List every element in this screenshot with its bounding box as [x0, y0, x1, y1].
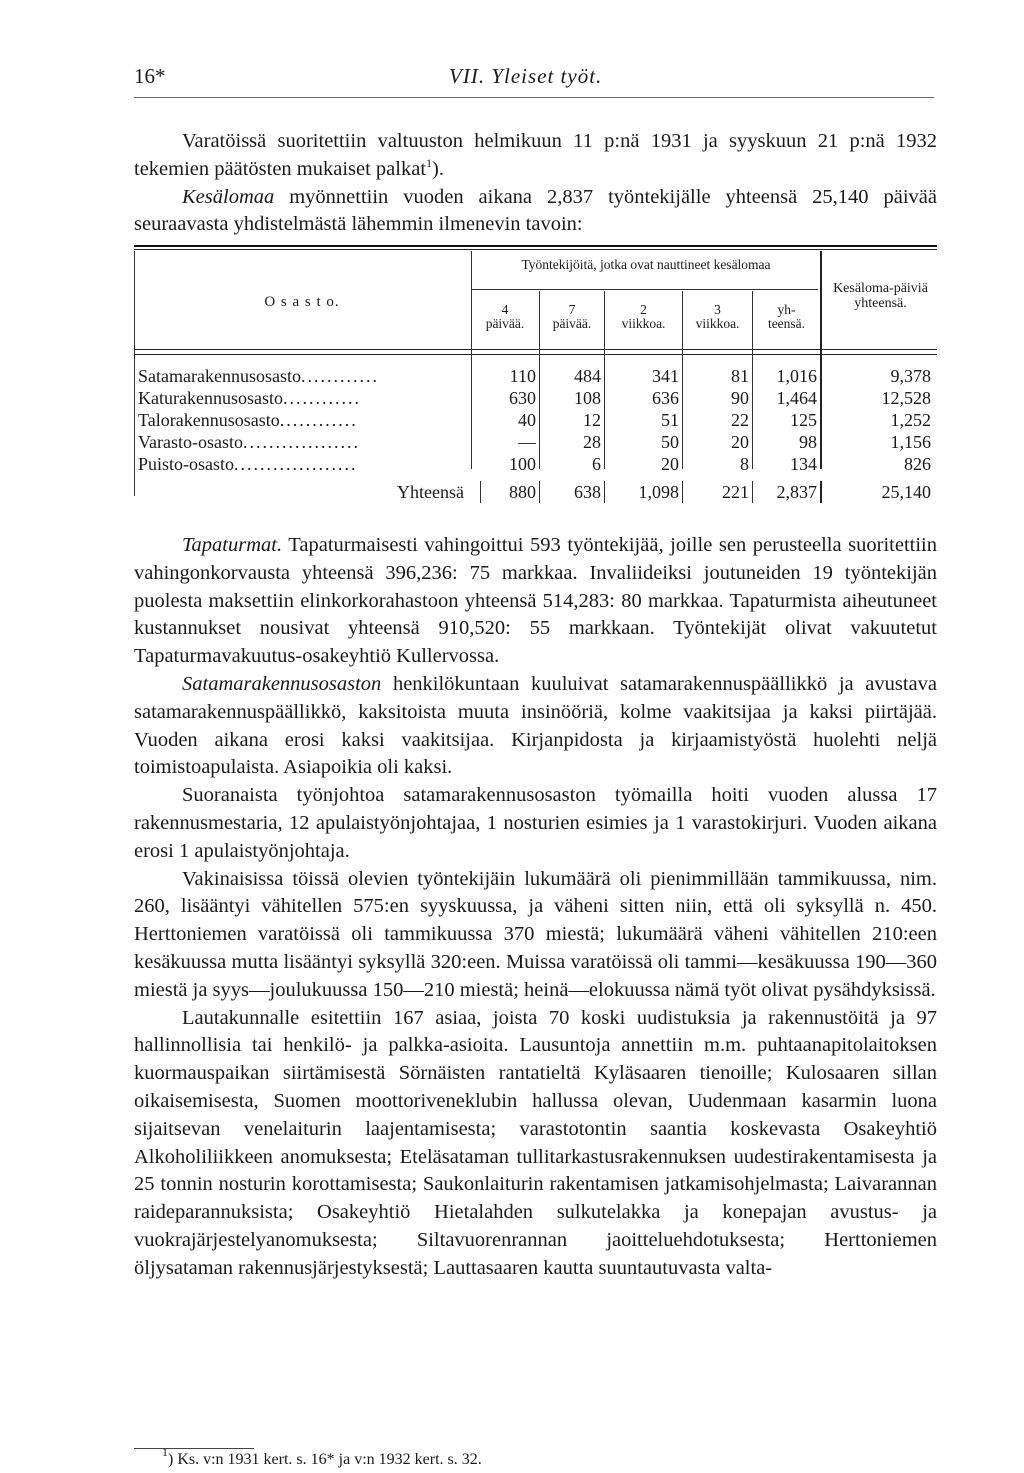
page-number: 16* [134, 64, 166, 88]
table-cell: 6 [592, 454, 601, 474]
table-cell: 110 [509, 366, 536, 386]
table-top-rule [134, 245, 937, 247]
table-cell: 98 [799, 432, 817, 452]
accidents-lead: Tapaturmat. [182, 534, 283, 556]
total-separator [539, 481, 540, 503]
total-separator [682, 481, 683, 503]
col-header: yh- teensä. [767, 302, 806, 331]
paragraph-supervision: Suoranaista työnjohtoa satamarakennusosaston työmailla hoiti vuoden alussa 17 rakennusmestaria, 12 apulaistyönjohtajaa, 1 nosturien esimies ja 1 varastokirjuri. Vuoden aikana erosi 1 apulaistyönjohtaja. [134, 784, 937, 862]
table-cell: 12 [583, 410, 601, 430]
table-cell: 108 [574, 388, 601, 408]
table-cell: 81 [731, 366, 749, 386]
paragraph-wages [134, 128, 937, 184]
paragraph-staff [134, 671, 937, 782]
col-header-osasto: O s a s t o. [264, 294, 340, 310]
table-cell: 826 [904, 454, 931, 474]
total-separator [604, 481, 605, 503]
paragraph-accidents [134, 532, 937, 671]
table-cell: 484 [574, 366, 601, 386]
table-cell: 636 [652, 388, 679, 408]
total-cell: 221 [722, 482, 749, 502]
footnote [162, 1445, 482, 1469]
table-cell: 100 [509, 454, 536, 474]
table-header-rule-2 [134, 354, 937, 355]
total-separator [752, 481, 753, 503]
total-label: Yhteensä [397, 482, 464, 502]
total-separator [480, 481, 481, 503]
row-label: Talorakennusosasto............ [138, 410, 358, 430]
footnote-ref: 1 [426, 155, 433, 170]
table-cell: 9,378 [890, 366, 931, 386]
table-cell: 12,528 [881, 388, 931, 408]
row-label: Satamarakennusosasto............ [138, 366, 379, 386]
col-header: 7 päivää. [552, 302, 592, 331]
table-cell: 1,464 [776, 388, 817, 408]
table-cell: 28 [583, 432, 601, 452]
staff-lead: Satamarakennusosaston [182, 672, 382, 695]
table-cell: 134 [790, 454, 817, 474]
table-cell: 1,016 [776, 366, 817, 386]
table-cell: 51 [661, 410, 679, 430]
total-cell: 638 [574, 482, 601, 502]
body-text [134, 532, 937, 1283]
paragraph-vacation-text: myönnettiin vuoden aikana 2,837 työntekijälle yhteensä 25,140 päivää seuraavasta yhdistelmästä lähemmin ilmenevin tavoin: [134, 185, 937, 236]
table-cell: 1,156 [890, 432, 931, 452]
running-title: VII. Yleiset työt. [449, 64, 603, 88]
table-cell: 125 [790, 410, 817, 430]
row-label: Katurakennusosasto............ [138, 388, 361, 408]
table-cell: 22 [731, 410, 749, 430]
paragraph-wages-end: ). [432, 157, 444, 180]
vacation-table [134, 245, 937, 507]
total-cell: 880 [509, 482, 536, 502]
paragraph-vacation [134, 184, 937, 240]
footnote-mark: 1 [162, 1445, 168, 1459]
table-top-rule-2 [134, 249, 937, 250]
total-cell: 25,140 [881, 482, 931, 502]
paragraph-wages-text: Varatöissä suoritettiin valtuuston helmikuun 11 p:nä 1931 ja syyskuun 21 p:nä 1932 tekemien päätösten mukaiset palkat [134, 130, 937, 180]
row-label: Puisto-osasto................... [138, 454, 358, 474]
intro-text [134, 128, 937, 239]
col-header: 2 viikkoa. [621, 302, 666, 331]
table-cell: 1,252 [890, 410, 931, 430]
footnote-text: ) Ks. v:n 1931 kert. s. 16* ja v:n 1932 kert. s. 32. [168, 1451, 482, 1468]
table-cell: 341 [652, 366, 679, 386]
group-header-rule [472, 289, 818, 290]
table-cell: 40 [518, 410, 536, 430]
table-cell: — [518, 432, 536, 452]
vacation-lead: Kesälomaa [182, 185, 275, 208]
table-cell: 8 [740, 454, 749, 474]
total-cell: 1,098 [638, 482, 679, 502]
footnote-rule [134, 1448, 254, 1449]
table-cell: 20 [731, 432, 749, 452]
paragraph-board: Lautakunnalle esitettiin 167 asiaa, joista 70 koski uudistuksia ja rakennustöitä ja 97 hallinnollisia tai henkilö- ja palkka-asioita. Lausuntoja annettiin m.m. puhtaanapitolaitoksen kuormauspaikan siirtämisestä Sörnäisten rantatieltä Kyläsaaren tienoille; Kulosaaren sillan oikaisemisesta, Suomen moottoriveneklubin hallussa olevan, Uudenmaan kasarmin luona sijaitsevan venelaiturin laajentamisesta; varastotontin saantia koskevasta Osakeyhtiö Alkoholiliikkeen anomuksesta; Eteläsataman tullitarkastusrakennuksen uudestirakentamisesta ja 25 tonnin nosturin korottamisesta; Saukonlaiturin rakentamisen jatkamisohjelmasta; Laivarannan raideparannuksista; Osakeyhtiö Hietalahden sulkutelakka ja konepajan avustus- ja vuokrajärjestelyanomuksesta; Siltavuorenrannan jaoitteluehdotuksesta; Herttoniemen öljysataman rakennusjärjestyksestä; Lauttasaaren kautta suuntautuvasta valta- [134, 1006, 937, 1279]
group-header: Työntekijöitä, jotka ovat nauttineet kesälomaa [521, 257, 771, 272]
header-rule [134, 97, 934, 98]
paragraph-accidents-text: Tapaturmaisesti vahingoittui 593 työntekijää, joille sen perusteella suoritettiin vahingonkorvausta yhteensä 396,236: 75 markkaa. Invaliideiksi joutuneiden 19 työntekijän puolesta maksettiin elinkorkorahastoon yhteensä 514,283: 80 markkaa. Tapaturmista aiheutuneet kustannukset nousivat yhteensä 910,520: 55 markkaan. Työntekijät olivat vakuutetut Tapaturmavakuutus-osakeyhtiö Kullervossa. [134, 534, 937, 668]
table-cell: 50 [661, 432, 679, 452]
table-cell: 630 [509, 388, 536, 408]
col-header: 4 päivää. [485, 302, 525, 331]
total-separator [820, 481, 822, 503]
table-cell: 90 [731, 388, 749, 408]
table-vline [820, 251, 822, 469]
col-header: 3 viikkoa. [695, 302, 740, 331]
table-vline [134, 251, 135, 496]
paragraph-staff-text: henkilökuntaan kuuluivat satamarakennuspäällikkö ja avustava satamarakennuspäällikkö, kaksitoista muuta insinööriä, kolme vaakitsijaa ja kaksi piirtäjää. Vuoden aikana erosi kaksi vaakitsijaa. Kirjanpidosta ja kirjaamistyöstä huolehti neljä toimistoapulaista. Asiapoikia oli kaksi. [134, 672, 937, 779]
row-label: Varasto-osasto.................. [138, 432, 360, 452]
paragraph-workers: Vakinaisissa töissä olevien työntekijäin lukumäärä oli pienimmillään tammikuussa, nim. 260, lisääntyi vähitellen 575:en syyskuussa, ja väheni sitten niin, että oli syksyllä n. 450. Herttoniemen varatöissä oli tammikuussa 370 miestä; lukumäärä väheni vähitellen 210:een kesäkuussa mutta lisääntyi syksyllä 320:een. Muissa varatöissä oli tammi—kesäkuussa 190—360 miestä ja syys—joulukuussa 150—210 miestä; heinä—elokuussa nämä työt olivat pysähdyksissä. [134, 867, 937, 1001]
table-header-rule [134, 349, 937, 350]
total-cell: 2,837 [776, 482, 817, 502]
col-header-vacation-days: Kesäloma-päiviä yhteensä. [833, 281, 928, 311]
table-cell: 20 [661, 454, 679, 474]
